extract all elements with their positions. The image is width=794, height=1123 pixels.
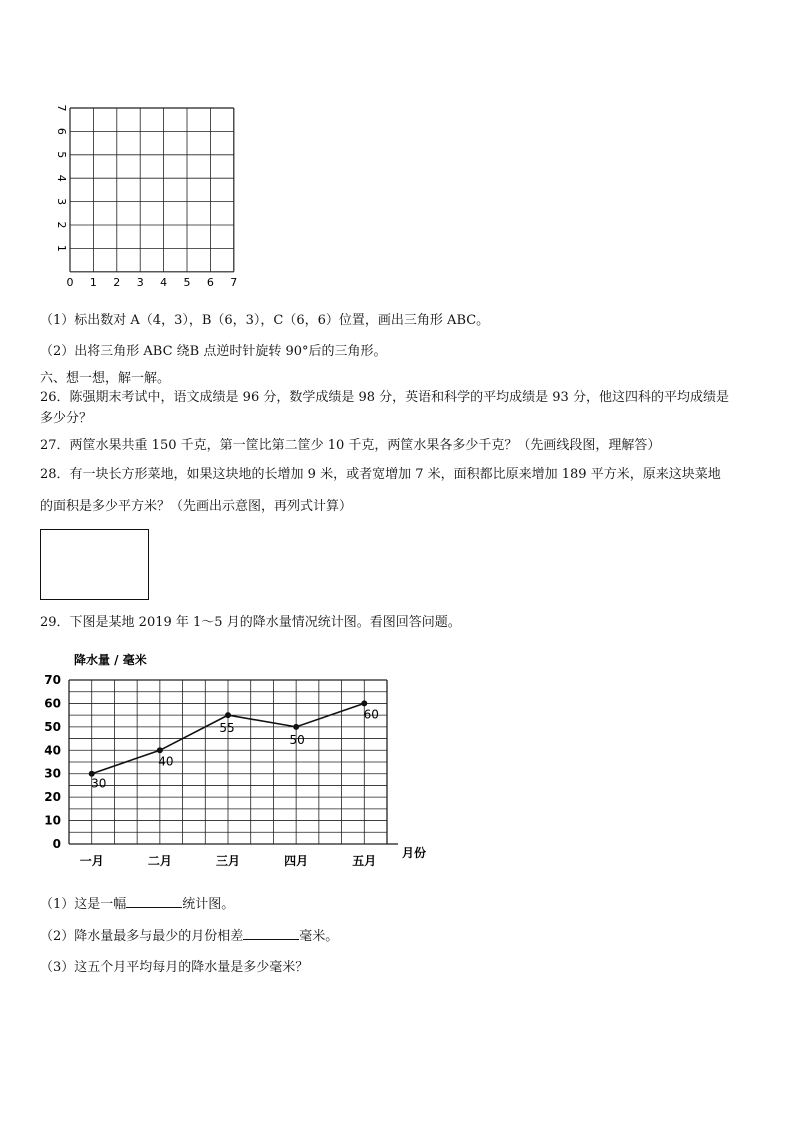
grid-y-tick: 1 xyxy=(55,244,68,252)
q29-part2-blank[interactable] xyxy=(243,927,299,940)
chart-data-label: 30 xyxy=(91,776,107,791)
grid-y-tick: 4 xyxy=(55,174,68,182)
chart-data-label: 55 xyxy=(219,721,235,736)
q26-line2: 多少分？ xyxy=(40,411,93,426)
chart-y-tick: 40 xyxy=(44,743,61,758)
q29-intro: 29．下图是某地 2019 年 1～5 月的降水量情况统计图。看图回答问题。 xyxy=(40,615,461,630)
chart-y-tick-labels xyxy=(44,673,61,851)
chart-x-tick: 二月 xyxy=(147,854,172,868)
grid-x-tick: 5 xyxy=(183,275,191,289)
chart-grid xyxy=(69,680,398,844)
chart-data-label: 60 xyxy=(363,707,379,722)
q28-line1: 28．有一块长方形菜地，如果这块地的长增加 9 米，或者宽增加 7 米，面积都比原来增加 189 平方米，原来这块菜地 xyxy=(40,467,721,482)
chart-x-tick: 五月 xyxy=(352,854,377,868)
q29-part2-before: （2）降水量最多与最少的月份相差 xyxy=(40,929,244,944)
chart-y-tick: 50 xyxy=(44,719,61,734)
q25-part2: （2）出将三角形 ABC 绕B 点逆时针旋转 90°后的三角形。 xyxy=(40,344,387,359)
q29-part3: （3）这五个月平均每月的降水量是多少毫米？ xyxy=(40,960,309,975)
grid-x-tick: 1 xyxy=(89,275,97,289)
section-heading: 六、想一想，解一解。 xyxy=(40,371,171,386)
grid-y-tick: 2 xyxy=(55,221,68,229)
chart-y-tick: 20 xyxy=(44,790,61,805)
q26-line1: 26．陈强期末考试中，语文成绩是 96 分，数学成绩是 98 分，英语和科学的平均成绩是 93 分，他这四科的平均成绩是 xyxy=(40,390,729,405)
q29-part1-blank[interactable] xyxy=(126,895,182,908)
chart-y-tick: 60 xyxy=(44,696,61,711)
chart-y-tick: 10 xyxy=(44,813,61,828)
grid-x-tick: 7 xyxy=(230,275,238,289)
q28-line2: 的面积是多少平方米？（先画出示意图，再列式计算） xyxy=(40,499,353,514)
grid-y-tick-labels xyxy=(55,105,68,252)
grid-x-tick: 6 xyxy=(206,275,214,289)
grid-x-tick: 0 xyxy=(66,275,74,289)
chart-x-tick-labels xyxy=(80,854,377,868)
chart-y-tick: 70 xyxy=(44,673,61,687)
chart-data-label: 50 xyxy=(289,732,305,747)
chart-point xyxy=(361,700,367,706)
grid-y-tick: 5 xyxy=(55,151,68,159)
q29-part2-after: 毫米。 xyxy=(299,929,339,944)
chart-point xyxy=(157,747,163,753)
grid-y-tick: 6 xyxy=(55,127,68,135)
chart-series-rainfall xyxy=(89,700,379,790)
chart-point xyxy=(225,712,231,718)
grid-x-tick: 2 xyxy=(113,275,121,289)
answer-rectangle-box xyxy=(40,529,149,600)
coordinate-grid-figure xyxy=(50,100,250,290)
q29-part2 xyxy=(40,927,780,945)
grid-y-tick: 7 xyxy=(55,104,68,112)
grid-y-tick: 3 xyxy=(55,198,68,206)
q25-part1: （1）标出数对 A（4，3），B（6，3），C（6，6）位置，画出三角形 ABC。 xyxy=(40,313,490,328)
coordinate-grid-lines xyxy=(70,108,234,272)
chart-x-tick: 一月 xyxy=(79,854,104,868)
chart-data-label: 40 xyxy=(158,754,174,769)
grid-x-tick: 4 xyxy=(160,275,168,289)
q29-part1 xyxy=(40,895,780,913)
chart-y-tick: 0 xyxy=(52,837,61,851)
chart-y-axis-label: 降水量 / 毫米 xyxy=(74,653,147,667)
q29-part1-after: 统计图。 xyxy=(182,897,235,912)
chart-point xyxy=(293,724,299,730)
chart-y-tick: 30 xyxy=(44,766,61,781)
q27-text: 27．两筐水果共重 150 千克，第一筐比第二筐少 10 千克，两筐水果各多少千克？（先画线段图，理解答） xyxy=(40,438,661,453)
grid-x-tick-labels xyxy=(67,276,238,289)
chart-x-tick: 四月 xyxy=(284,854,309,868)
rainfall-line-chart xyxy=(36,646,436,876)
q29-part1-before: （1）这是一幅 xyxy=(40,897,127,912)
chart-x-tick: 三月 xyxy=(215,854,241,868)
grid-x-tick: 3 xyxy=(136,275,144,289)
chart-x-axis-label: 月份 xyxy=(402,846,427,860)
